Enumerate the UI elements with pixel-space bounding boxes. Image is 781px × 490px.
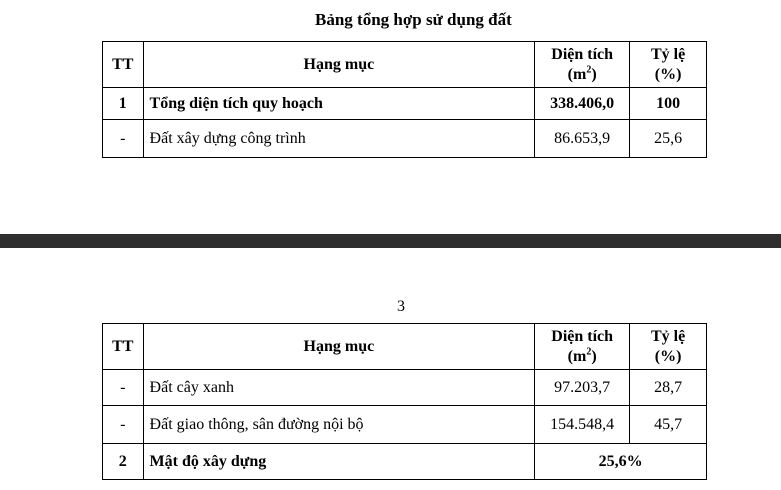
row-item: Đất cây xanh [143, 370, 535, 406]
row-rate: 28,7 [630, 370, 707, 406]
header-rate-unit: (%) [654, 347, 682, 365]
header-area-unit-sup: 2 [586, 346, 592, 358]
row-area: 86.653,9 [535, 120, 630, 158]
header-tt: TT [103, 42, 144, 88]
summary-row [103, 444, 707, 480]
table-row [103, 406, 707, 444]
header-area [535, 324, 630, 370]
header-area-unit-close: ) [591, 347, 597, 365]
page-break-divider [0, 234, 781, 248]
header-area [535, 42, 630, 88]
header-area-unit-base: (m [567, 347, 587, 365]
table-header-row [103, 324, 707, 370]
row-rate: 25,6 [630, 120, 707, 158]
table-row [103, 88, 707, 120]
row-tt: - [103, 120, 144, 158]
table-header-row [103, 42, 707, 88]
page-number: 3 [397, 298, 405, 315]
header-rate-label: Tỷ lệ [650, 45, 686, 63]
table-title: Bảng tổng hợp sử dụng đất [315, 10, 512, 29]
row-item: Đất xây dựng công trình [143, 120, 535, 158]
row-tt: - [103, 370, 144, 406]
header-rate-unit: (%) [654, 65, 682, 83]
header-area-unit-base: (m [567, 65, 587, 83]
summary-item: Mật độ xây dựng [143, 444, 535, 480]
header-area-unit-sup: 2 [586, 64, 592, 76]
header-area-label: Diện tích [551, 327, 614, 345]
row-item: Tổng diện tích quy hoạch [143, 88, 535, 120]
row-tt: - [103, 406, 144, 444]
table-row [103, 370, 707, 406]
row-tt: 1 [103, 88, 144, 120]
row-area: 154.548,4 [535, 406, 630, 444]
header-rate [630, 42, 707, 88]
header-item: Hạng mục [143, 42, 535, 88]
row-area: 338.406,0 [535, 88, 630, 120]
row-item: Đất giao thông, sân đường nội bộ [143, 406, 535, 444]
land-use-table-part-1 [102, 41, 707, 158]
header-tt: TT [103, 324, 144, 370]
header-rate-label: Tỷ lệ [650, 327, 686, 345]
land-use-table-part-2 [102, 323, 707, 480]
row-rate: 45,7 [630, 406, 707, 444]
table-row [103, 120, 707, 158]
summary-value: 25,6% [535, 444, 707, 480]
header-item: Hạng mục [143, 324, 535, 370]
row-area: 97.203,7 [535, 370, 630, 406]
summary-tt: 2 [103, 444, 144, 480]
table-title-container [0, 10, 781, 34]
header-rate [630, 324, 707, 370]
header-area-label: Diện tích [551, 45, 614, 63]
header-area-unit-close: ) [591, 65, 597, 83]
row-rate: 100 [630, 88, 707, 120]
